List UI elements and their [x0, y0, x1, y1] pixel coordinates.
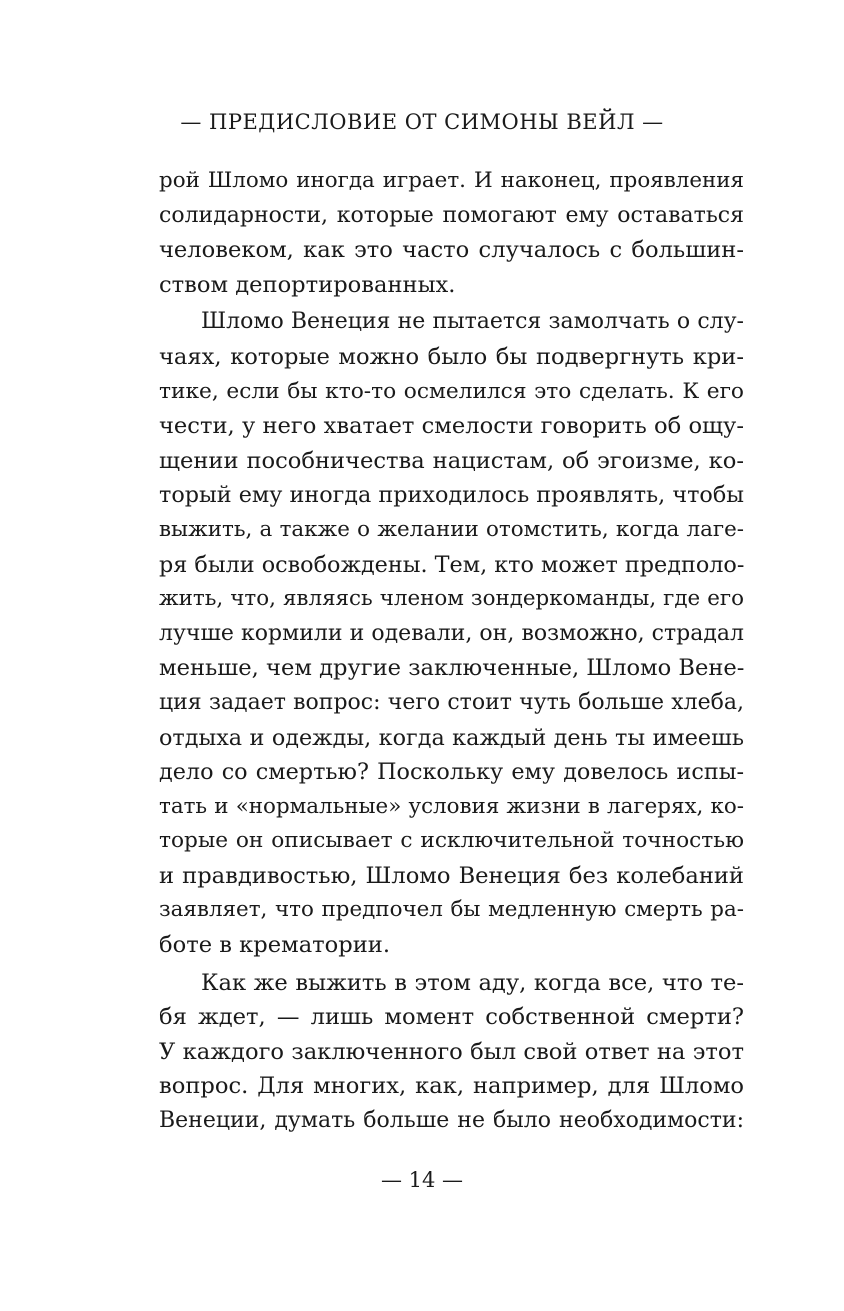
- text-line: тать и «нормальные» условия жизни в лагерях, ко-: [159, 793, 744, 819]
- text-line: вопрос. Для многих, как, например, для Шломо: [159, 1073, 744, 1100]
- text-line: тике, если бы кто-то осмелился это сделать. К его: [159, 378, 744, 404]
- text-line: чести, у него хватает смелости говорить об ощу-: [159, 413, 744, 440]
- text-line: Шломо Венеция не пытается замолчать о слу-: [201, 309, 744, 335]
- text-line: торые он описывает с исключительной точностью: [159, 828, 744, 854]
- text-line: человеком, как это часто случалось с большин-: [159, 237, 744, 264]
- text-line: солидарности, которые помогают ему оставаться: [159, 202, 744, 228]
- text-line: ством депортированных.: [159, 271, 456, 298]
- paragraph-3: [159, 966, 744, 1139]
- page-number: — 14 —: [380, 1168, 464, 1192]
- text-line: боте в крематории.: [159, 932, 391, 959]
- text-line: ря были освобождены. Тем, кто может предполо-: [159, 551, 745, 578]
- text-line: лучше кормили и одевали, он, возможно, страдал: [159, 620, 744, 646]
- text-line: Венеции, думать больше не было необходимости:: [159, 1108, 744, 1134]
- text-line: У каждого заключенного был свой ответ на этот: [159, 1038, 744, 1065]
- text-line: торый ему иногда приходилось проявлять, чтобы: [159, 482, 745, 509]
- text-line: чаях, которые можно было бы подвергнуть кри-: [159, 343, 744, 370]
- running-head: — ПРЕДИСЛОВИЕ ОТ СИМОНЫ ВЕЙЛ —: [180, 110, 664, 134]
- text-line: отдыха и одежды, когда каждый день ты имеешь: [159, 724, 744, 751]
- paragraph-2: [159, 305, 744, 962]
- text-line: и правдивостью, Шломо Венеция без колебаний: [159, 862, 744, 889]
- text-line: выжить, а также о желании отомстить, когда лаге-: [159, 516, 744, 542]
- text-line: дело со смертью? Поскольку ему довелось испы-: [159, 759, 744, 786]
- text-line: ция задает вопрос: чего стоит чуть больше хлеба,: [159, 689, 744, 715]
- text-line: щении пособничества нацистам, об эгоизме, ко-: [159, 447, 744, 474]
- text-line: заявляет, что предпочел бы медленную смерть ра-: [159, 897, 744, 923]
- body-text: [159, 164, 744, 1139]
- text-line: рой Шломо иногда играет. И наконец, проявления: [159, 168, 744, 193]
- text-line: Как же выжить в этом аду, когда все, что те-: [201, 969, 744, 996]
- paragraph-1: [159, 164, 744, 302]
- text-line: жить, что, являясь членом зондеркоманды, где его: [159, 586, 744, 612]
- text-line: бя ждет, — лишь момент собственной смерти?: [159, 1004, 744, 1031]
- text-line: меньше, чем другие заключенные, Шломо Вене-: [159, 655, 745, 682]
